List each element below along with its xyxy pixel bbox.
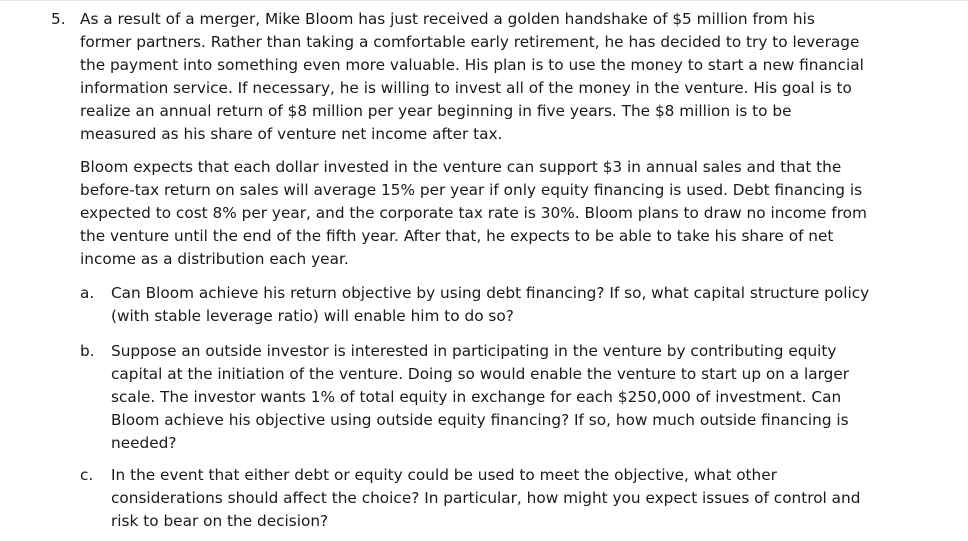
question-b-text: Suppose an outside investor is interested in participating in the venture by contributing equity capital at the initiation of the venture. Doing so would enable the venture to start up on a larger scale. The investor wants 1% of total equity in exchange for each $250,000 of investment. Can Bloom achieve his objective using outside equity financing? If so, how much outside financing is needed? (111, 342, 850, 452)
question-a-text: Can Bloom achieve his return objective by using debt financing? If so, what capital structure policy (with stable leverage ratio) will enable him to do so? (111, 284, 870, 325)
top-divider (0, 0, 968, 1)
problem-number: 5. (51, 10, 66, 28)
question-b-label: b. (80, 342, 95, 360)
question-a-label: a. (80, 284, 95, 302)
question-c-text: In the event that either debt or equity could be used to meet the objective, what other considerations should affect the choice? In particular, how might you expect issues of control and risk to bear on the decision? (111, 466, 861, 530)
question-c-label: c. (80, 466, 94, 484)
problem-assumptions-paragraph: Bloom expects that each dollar invested in the venture can support $3 in annual sales and that the before-tax return on sales will average 15% per year if only equity financing is used. Debt financing is expected to cost 8% per year, and the corporate tax rate is 30%. Bloom plans to draw no income from the venture until the end of the fifth year. After that, he expects to be able to take his share of net income as a distribution each year. (80, 158, 867, 268)
problem-intro-paragraph: As a result of a merger, Mike Bloom has just received a golden handshake of $5 million from his former partners. Rather than taking a comfortable early retirement, he has decided to try to leverage the payment into something even more valuable. His plan is to use the money to start a new financial information service. If necessary, he is willing to invest all of the money in the venture. His goal is to realize an annual return of $8 million per year beginning in five years. The $8 million is to be measured as his share of venture net income after tax. (80, 10, 864, 143)
